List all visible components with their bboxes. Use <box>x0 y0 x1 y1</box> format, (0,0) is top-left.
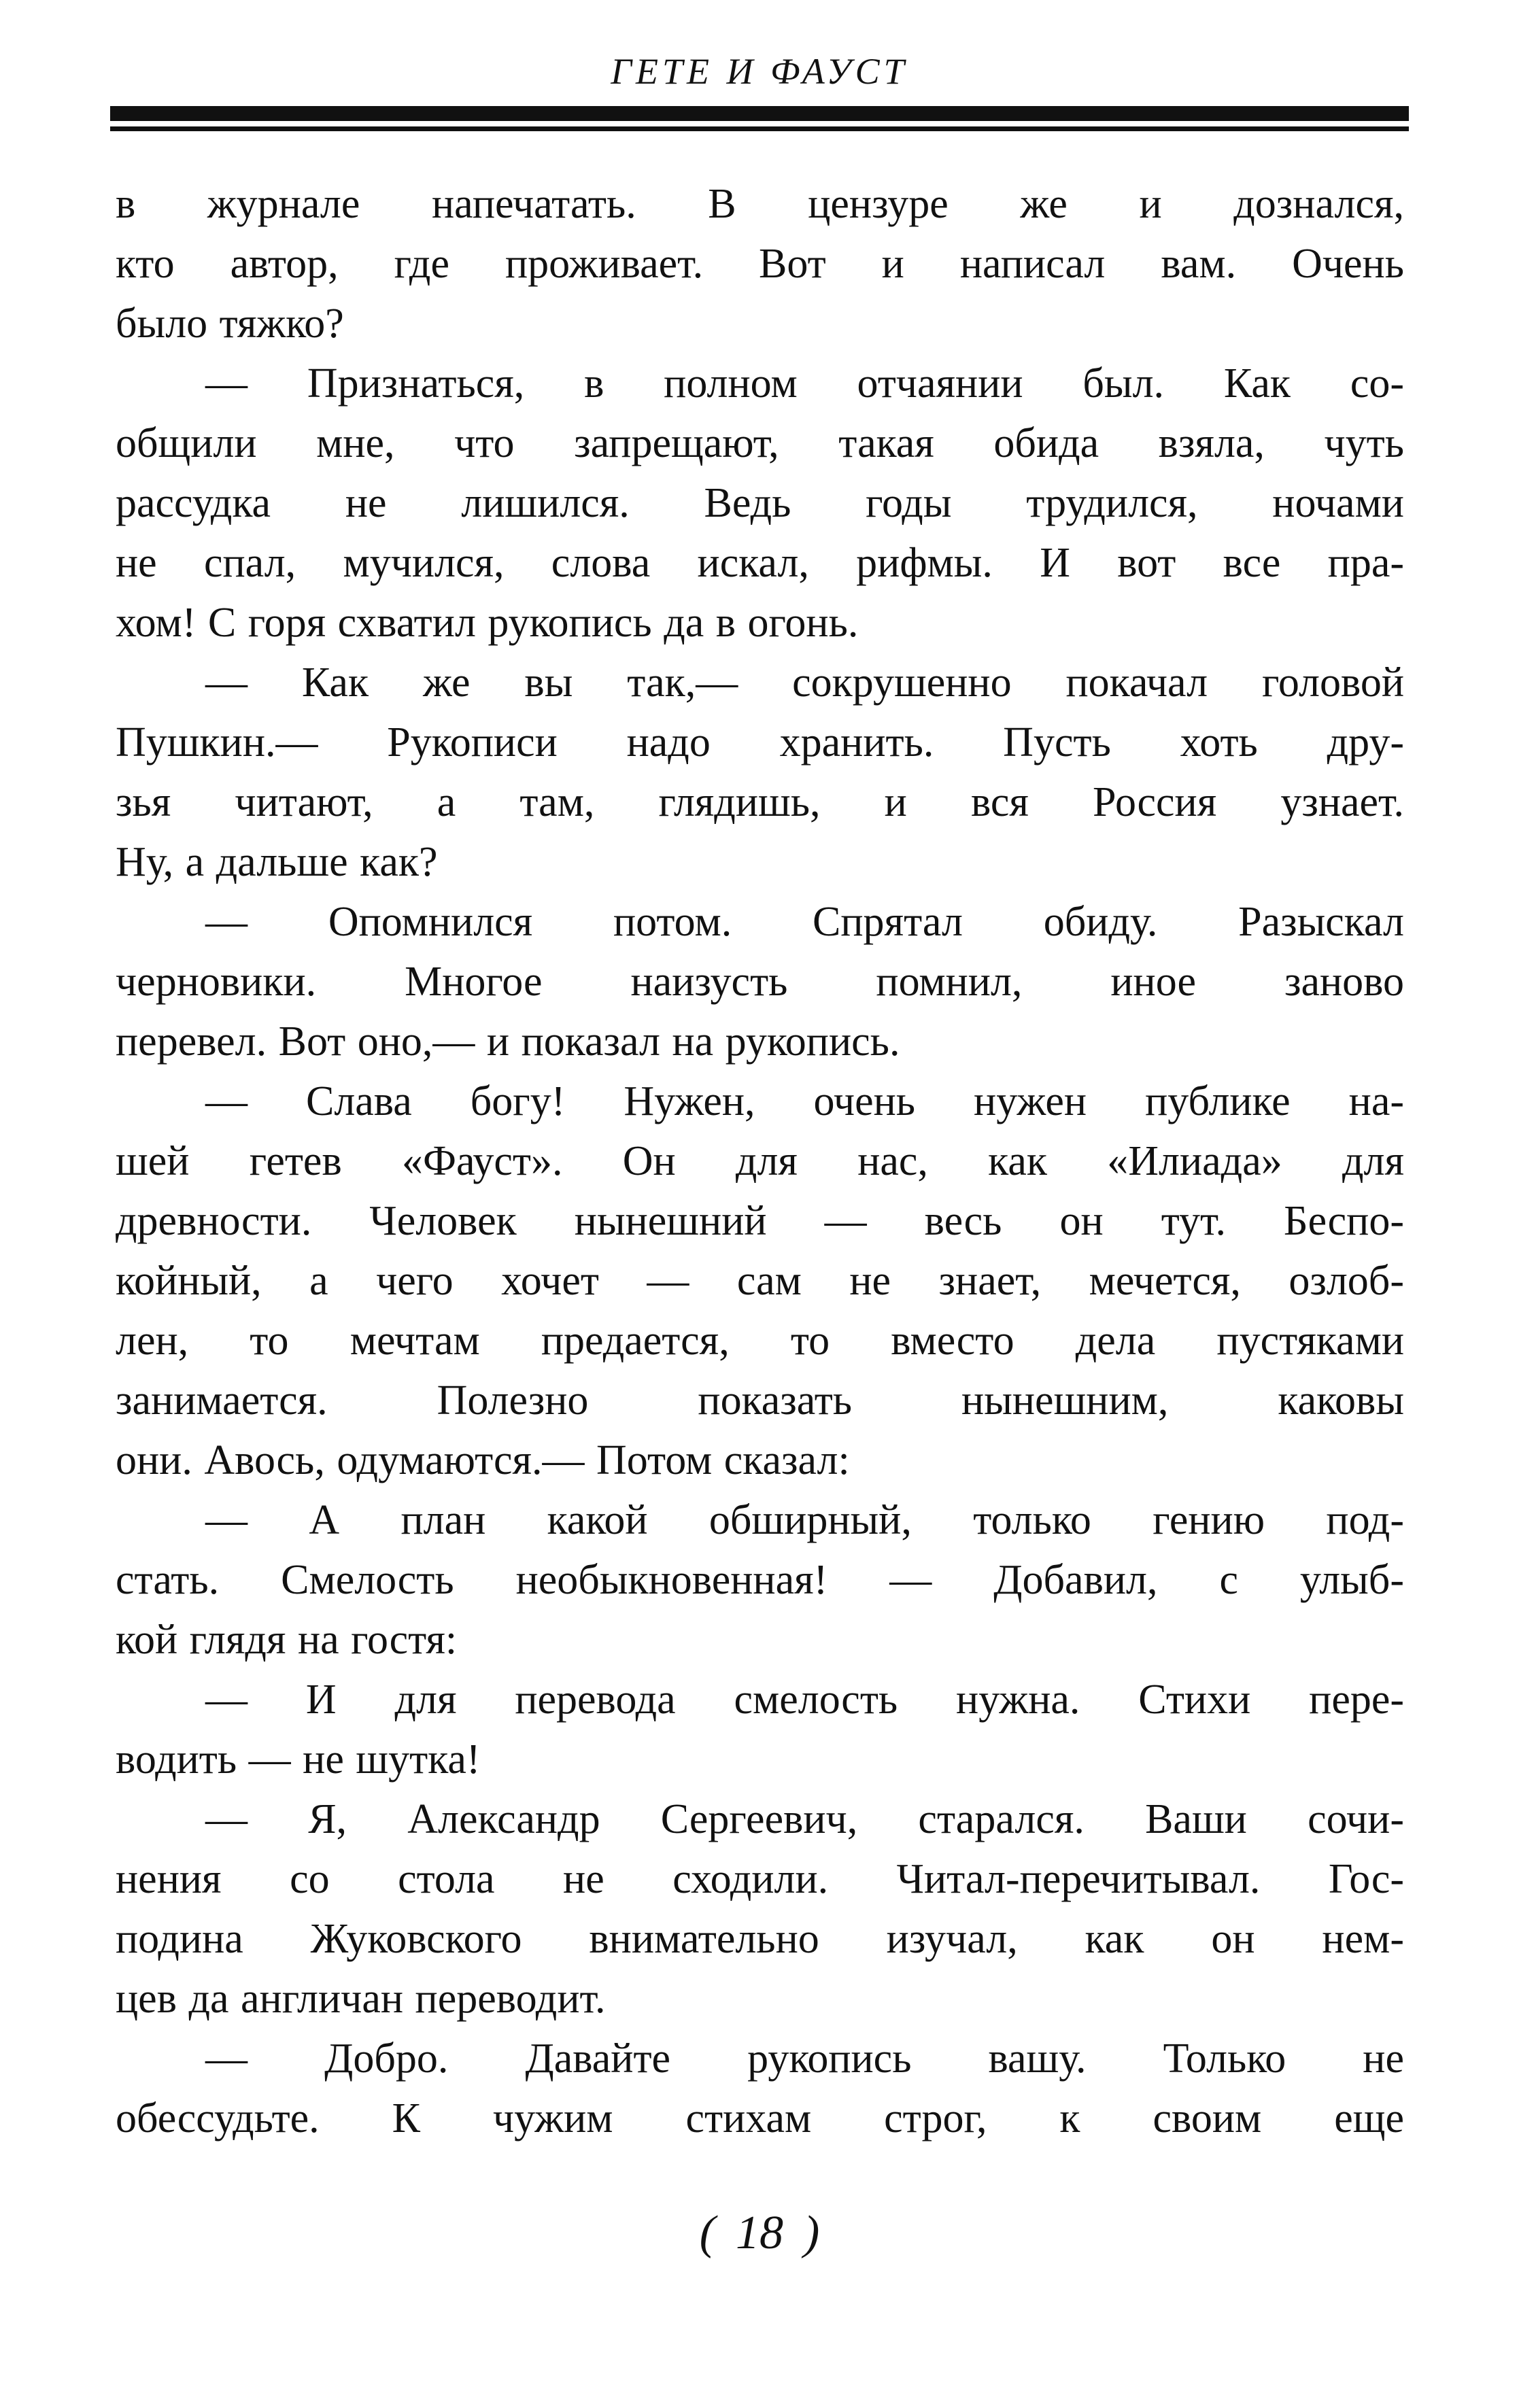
text-line: лен, то мечтам предается, то вместо дела пустяками <box>116 1318 1404 1364</box>
text-line: хом! С горя схватил рукопись да в огонь. <box>116 600 859 646</box>
text-line: — Слава богу! Нужен, очень нужен публике на- <box>205 1078 1404 1124</box>
text-line: шей гетев «Фауст». Он для нас, как «Илиада» для <box>116 1138 1404 1184</box>
text-line: рассудка не лишился. Ведь годы трудился, ночами <box>116 480 1404 526</box>
running-head-title: ГЕТЕ И ФАУСТ <box>611 51 908 92</box>
page-number-close-paren: ) <box>804 2207 820 2259</box>
text-line: Ну, а дальше как? <box>116 839 438 885</box>
text-line: подина Жуковского внимательно изучал, как он нем- <box>116 1916 1404 1962</box>
text-line: не спал, мучился, слова искал, рифмы. И вот все пра- <box>116 540 1404 586</box>
page-number-value: 18 <box>736 2207 783 2259</box>
text-line: Пушкин.— Рукописи надо хранить. Пусть хоть дру- <box>116 719 1404 766</box>
text-line: древности. Человек нынешний — весь он тут. Беспо- <box>116 1198 1404 1244</box>
text-line: занимается. Полезно показать нынешним, каковы <box>116 1377 1404 1424</box>
text-line: — Признаться, в полном отчаянии был. Как со- <box>205 360 1404 407</box>
text-line: черновики. Многое наизусть помнил, иное заново <box>116 959 1404 1005</box>
text-line: — А план какой обширный, только гению под- <box>205 1497 1404 1543</box>
text-line: стать. Смелость необыкновенная! — Добавил, с улыб- <box>116 1557 1404 1603</box>
text-line: перевел. Вот оно,— и показал на рукопись. <box>116 1018 900 1065</box>
text-line: кой глядя на гостя: <box>116 1617 458 1663</box>
text-line: койный, а чего хочет — сам не знает, мечется, озлоб- <box>116 1258 1404 1304</box>
text-line: — И для перевода смелость нужна. Стихи пере- <box>205 1676 1404 1723</box>
text-line: — Я, Александр Сергеевич, старался. Ваши сочи- <box>205 1796 1404 1842</box>
text-line: зья читают, а там, глядишь, и вся Россия узнает. <box>116 779 1404 825</box>
text-line: было тяжко? <box>116 300 344 347</box>
text-line: — Добро. Давайте рукопись вашу. Только не <box>205 2035 1404 2082</box>
text-line: в журнале напечатать. В цензуре же и дознался, <box>116 181 1404 227</box>
page-number-open-paren: ( <box>699 2207 715 2259</box>
text-line: общили мне, что запрещают, такая обида взяла, чуть <box>116 420 1404 466</box>
text-line: нения со стола не сходили. Читал-перечитывал. Гос- <box>116 1856 1404 1902</box>
text-line: — Опомнился потом. Спрятал обиду. Разыскал <box>205 899 1404 945</box>
text-line: кто автор, где проживает. Вот и написал вам. Очень <box>116 241 1404 287</box>
header-rule-thin <box>110 126 1409 131</box>
text-line: водить — не шутка! <box>116 1736 481 1783</box>
body-text <box>116 174 1404 2148</box>
text-line: они. Авось, одумаются.— Потом сказал: <box>116 1437 850 1483</box>
text-line: — Как же вы так,— сокрушенно покачал головой <box>205 659 1404 706</box>
text-line: обессудьте. К чужим стихам строг, к своим еще <box>116 2095 1404 2142</box>
header-rule-thick <box>110 106 1409 121</box>
page-number <box>0 2209 1519 2257</box>
text-line: цев да англичан переводит. <box>116 1976 606 2022</box>
